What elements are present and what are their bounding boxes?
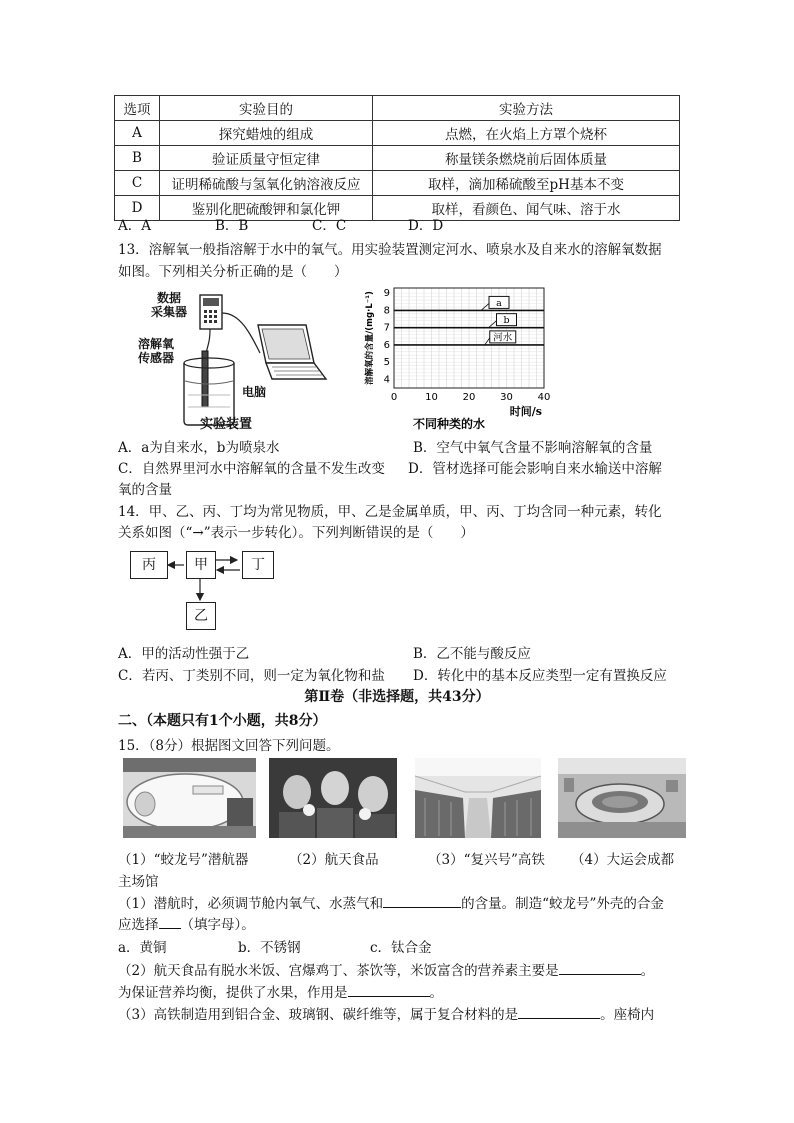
table-cell: 验证质量守恒定律 <box>160 146 373 171</box>
table-row <box>115 171 680 196</box>
table-cell: 探究蜡烛的组成 <box>160 121 373 146</box>
y-tick-label: 8 <box>383 305 390 317</box>
node-ding: 丁 <box>242 551 274 579</box>
table-header-cell: 实验目的 <box>160 96 373 121</box>
q15-sub1-text-d: （填字母）。 <box>180 917 255 933</box>
x-axis-label: 时间/s <box>509 405 542 418</box>
table-cell: A <box>115 121 160 146</box>
y-tick-label: 6 <box>383 339 390 351</box>
q15-sub2-line2 <box>118 981 443 1001</box>
y-axis-label: 溶解氧的含量/(mg·L⁻¹) <box>365 291 375 385</box>
table-row <box>115 121 680 146</box>
dissolved-oxygen-chart <box>362 280 562 435</box>
q14-option-d: D．转化中的基本反应类型一定有置换反应 <box>413 668 667 684</box>
table-cell: 证明稀硫酸与氢氧化钠溶液反应 <box>160 171 373 196</box>
y-tick-label: 4 <box>383 374 390 386</box>
q15-stem: 15．（8分）根据图文回答下列问题。 <box>118 738 340 754</box>
q13-option-c: C．自然界里河水中溶解氧的含量不发生改变 <box>118 461 385 477</box>
q15-sub2-line1 <box>118 959 654 979</box>
table-cell: 取样，滴加稀硫酸至pH基本不变 <box>373 171 680 196</box>
q15-choice-c: c．钛合金 <box>370 940 432 956</box>
apparatus-labels <box>130 283 345 433</box>
photo-caption-3: （3）“复兴号”高铁 <box>428 852 545 868</box>
photo-caption-2: （2）航天食品 <box>289 852 379 868</box>
table-cell: 点燃，在火焰上方罩个烧杯 <box>373 121 680 146</box>
table-cell: D <box>115 196 160 221</box>
q14-stem-line1: 14．甲、乙、丙、丁均为常见物质，甲、乙是金属单质，甲、丙、丁均含同一种元素，转化 <box>118 504 662 520</box>
series-label: a <box>496 297 502 309</box>
q15-sub1-line2 <box>118 913 255 933</box>
q13-stem-line1: 13．溶解氧一般指溶解于水中的氧气。用实验装置测定河水、喷泉水及自来水的溶解氧数据 <box>118 242 662 258</box>
q15-sub2-text-b: 。 <box>640 963 655 979</box>
computer-label: 电脑 <box>242 385 267 399</box>
x-tick-label: 30 <box>500 392 513 403</box>
q12-option-a: A．A <box>118 218 151 234</box>
experiment-table <box>114 95 680 221</box>
x-tick-label: 20 <box>462 392 476 403</box>
part2-title: 第Ⅱ卷（非选择题，共43分） <box>304 689 490 705</box>
series-label: 河水 <box>493 332 513 344</box>
table-cell: 称量镁条燃烧前后固体质量 <box>373 146 680 171</box>
node-jia: 甲 <box>186 551 216 579</box>
q15-choice-a: a．黄铜 <box>118 940 167 956</box>
photo-caption-1: （1）“蛟龙号”潜航器 <box>118 852 249 868</box>
section2-title: 二、（本题只有1个小题，共8分） <box>118 713 327 729</box>
node-bing: 丙 <box>130 551 168 579</box>
table-header-row <box>115 96 680 121</box>
apparatus-caption: 实验装置 <box>200 417 253 432</box>
q12-option-b: B．B <box>215 218 249 234</box>
q15-sub2-text-c: 为保证营养均衡，提供了水果，作用是 <box>118 985 348 1001</box>
answer-blank[interactable] <box>159 915 181 929</box>
submersible-photo <box>123 758 256 838</box>
q15-sub1-text-c: 应选择 <box>118 917 159 933</box>
q13-option-b: B．空气中氧气含量不影响溶解氧的含量 <box>413 440 653 456</box>
q15-choice-b: b．不锈钢 <box>238 940 301 956</box>
q13-option-d: D．管材选择可能会影响自来水输送中溶解 <box>408 461 662 477</box>
q12-option-d: D．D <box>408 218 444 234</box>
table-cell: 鉴别化肥硫酸钾和氯化钾 <box>160 196 373 221</box>
x-tick-label: 0 <box>390 392 398 403</box>
series-label: b <box>503 315 510 327</box>
q15-sub1-line1 <box>118 892 664 912</box>
q15-sub1-text-a: （1）潜航时，必须调节舱内氧气、水蒸气和 <box>118 896 384 912</box>
table-cell: B <box>115 146 160 171</box>
photo-caption-4: （4）大运会成都 <box>571 852 675 868</box>
q15-sub3-text-b: 。座椅内 <box>600 1007 655 1023</box>
q14-option-a: A．甲的活动性强于乙 <box>118 646 250 662</box>
y-tick-label: 7 <box>383 322 390 334</box>
stadium-photo <box>558 758 686 838</box>
q15-sub3-line1 <box>118 1003 654 1023</box>
q13-option-a: A．a为自来水，b为喷泉水 <box>118 440 280 456</box>
x-tick-label: 10 <box>425 392 438 403</box>
table-row <box>115 196 680 221</box>
table-row <box>115 146 680 171</box>
y-tick-label: 5 <box>383 357 390 369</box>
answer-blank[interactable] <box>383 894 461 908</box>
q14-option-b: B．乙不能与酸反应 <box>413 646 531 662</box>
answer-blank[interactable] <box>518 1005 600 1019</box>
chart-caption: 不同种类的水 <box>412 417 486 431</box>
x-tick-label: 40 <box>537 392 551 403</box>
q15-sub3-text-a: （3）高铁制造用到铝合金、玻璃钢、碳纤维等，属于复合材料的是 <box>118 1007 519 1023</box>
q15-sub2-text-d: 。 <box>429 985 443 1001</box>
photo-caption-4-cont: 主场馆 <box>118 874 159 890</box>
q14-option-c: C．若丙、丁类别不同，则一定为氧化物和盐 <box>118 668 385 684</box>
q14-stem-line2: 关系如图（“→”表示一步转化）。下列判断错误的是（ ） <box>118 525 474 541</box>
table-header-cell: 实验方法 <box>373 96 680 121</box>
answer-blank[interactable] <box>559 961 641 975</box>
node-yi: 乙 <box>186 602 216 630</box>
table-cell: C <box>115 171 160 196</box>
high-speed-train-photo <box>415 758 541 838</box>
table-header-cell: 选项 <box>115 96 160 121</box>
table-cell: 取样，看颜色、闻气味、溶于水 <box>373 196 680 221</box>
answer-blank[interactable] <box>348 983 430 997</box>
q13-option-d-cont: 氧的含量 <box>118 482 172 498</box>
sensor-label: 溶解氧 传感器 <box>137 337 174 365</box>
q15-sub2-text-a: （2）航天食品有脱水米饭、宫爆鸡丁、茶饮等，米饭富含的营养素主要是 <box>118 963 559 979</box>
q12-option-c: C．C <box>312 218 347 234</box>
space-food-photo <box>269 758 397 838</box>
q15-sub1-text-b: 的含量。制造“蛟龙号”外壳的合金 <box>461 896 664 912</box>
data-collector-label: 数据 采集器 <box>150 291 187 319</box>
q13-stem-line2: 如图。下列相关分析正确的是（ ） <box>118 264 348 280</box>
y-tick-label: 9 <box>383 288 390 300</box>
